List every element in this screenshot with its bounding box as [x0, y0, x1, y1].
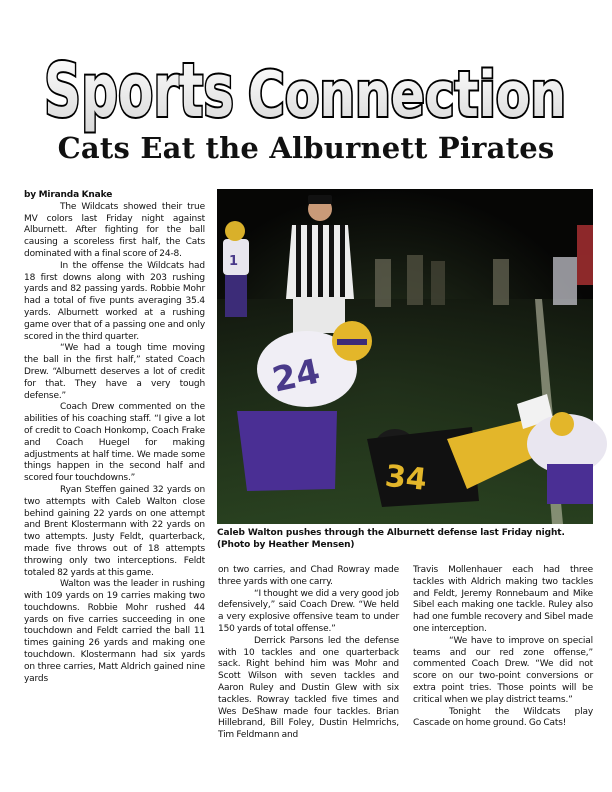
page-title: Cats Eat the Alburnett Pirates	[57, 131, 555, 165]
paragraph: Coach Drew commented on the abilities of his coaching staff. “I give a lot of credit to Coach Honkomp, Coach Frake and Coach Huegel for making adjustments at half time. We made some things happen in the second half and scored four touchdowns.”	[24, 402, 205, 484]
game-photo	[217, 189, 593, 524]
paragraph: on two carries, and Chad Rowray made three yards with one carry.	[218, 565, 399, 587]
paragraph: “We had a tough time moving the ball in the first half,” stated Coach Drew. “Alburnett deserves a lot of credit for that. They have a very tough defense.”	[24, 343, 205, 401]
article-column-1	[24, 190, 205, 685]
photo-caption: Caleb Walton pushes through the Alburnett defense last Friday night. (Photo by Heather Mensen)	[217, 528, 565, 550]
masthead-logo	[42, 36, 574, 134]
jersey-number: 24	[268, 351, 324, 401]
paragraph: Travis Mollenhauer each had three tackles with Aldrich making two tackles and Feldt, Jeremy Ronnebaum and Mike Sibel each making one tackle. Ruley also had one fumble recovery and Sibel made one interception.	[413, 565, 593, 634]
football-scene	[217, 189, 593, 524]
article-column-3	[413, 565, 593, 730]
paragraph: Derrick Parsons led the defense with 10 tackles and one quarterback sack. Right behind him was Mohr and Scott Wilson with seven tackles and Aaron Ruley and Dustin Glew with six tackles. Rowray tackled five times and Wes DeShaw made four tackles. Brian Hillebrand, Bill Foley, Dustin Helmrichs, Tim Feldmann and	[218, 635, 399, 741]
byline: by Miranda Knake	[24, 190, 113, 200]
masthead	[42, 36, 574, 134]
paragraph: “We have to improve on special teams and our red zone offense,” commented Coach Drew. “We did not score on our two-point conversions or extra point tries. Those points will be critical when we play district teams.”	[413, 635, 593, 705]
jersey-number: 34	[383, 458, 429, 498]
paragraph: Ryan Steffen gained 32 yards on two attempts with Caleb Walton close behind gaining 22 yards on one attempt and Brent Klostermann with 22 yards on two attempts. Justy Feldt, quarterback, made five throws out of 18 attempts throwing only two interceptions. Feldt totaled 82 yards at this game.	[24, 484, 205, 578]
jersey-number: 1	[229, 254, 239, 269]
paragraph: Tonight the Wildcats play Cascade on home ground. Go Cats!	[413, 706, 593, 729]
masthead-word-connection: Connection	[248, 58, 566, 131]
article-column-2	[218, 565, 399, 742]
paragraph: Walton was the leader in rushing with 109 yards on 19 carries making two touchdowns. Robbie Mohr rushed 44 yards on five carries succeeding in one touchdown and Feldt carried the ball 11 times gaining 26 yards and making one touchdown. Klostermann had six yards on three carries, Matt Aldrich gained nine yards	[24, 579, 205, 684]
paragraph: In the offense the Wildcats had 18 first downs along with 203 rushing yards and 82 passing yards. Robbie Mohr had a total of five punts averaging 35.4 yards. Alburnett worked at a rushing game over that of a passing one and only scored in the third quarter.	[24, 260, 205, 342]
paragraph: The Wildcats showed their true MV colors last Friday night against Alburnett. After fighting for the ball causing a scoreless first half, the Cats dominated with a final score of 24-8.	[24, 201, 205, 259]
paragraph: “I thought we did a very good job defensively,” said Coach Drew. “We held a very explosive offensive team to under 150 yards of total offense.”	[218, 588, 399, 634]
masthead-word-sports: Sports	[44, 48, 234, 134]
